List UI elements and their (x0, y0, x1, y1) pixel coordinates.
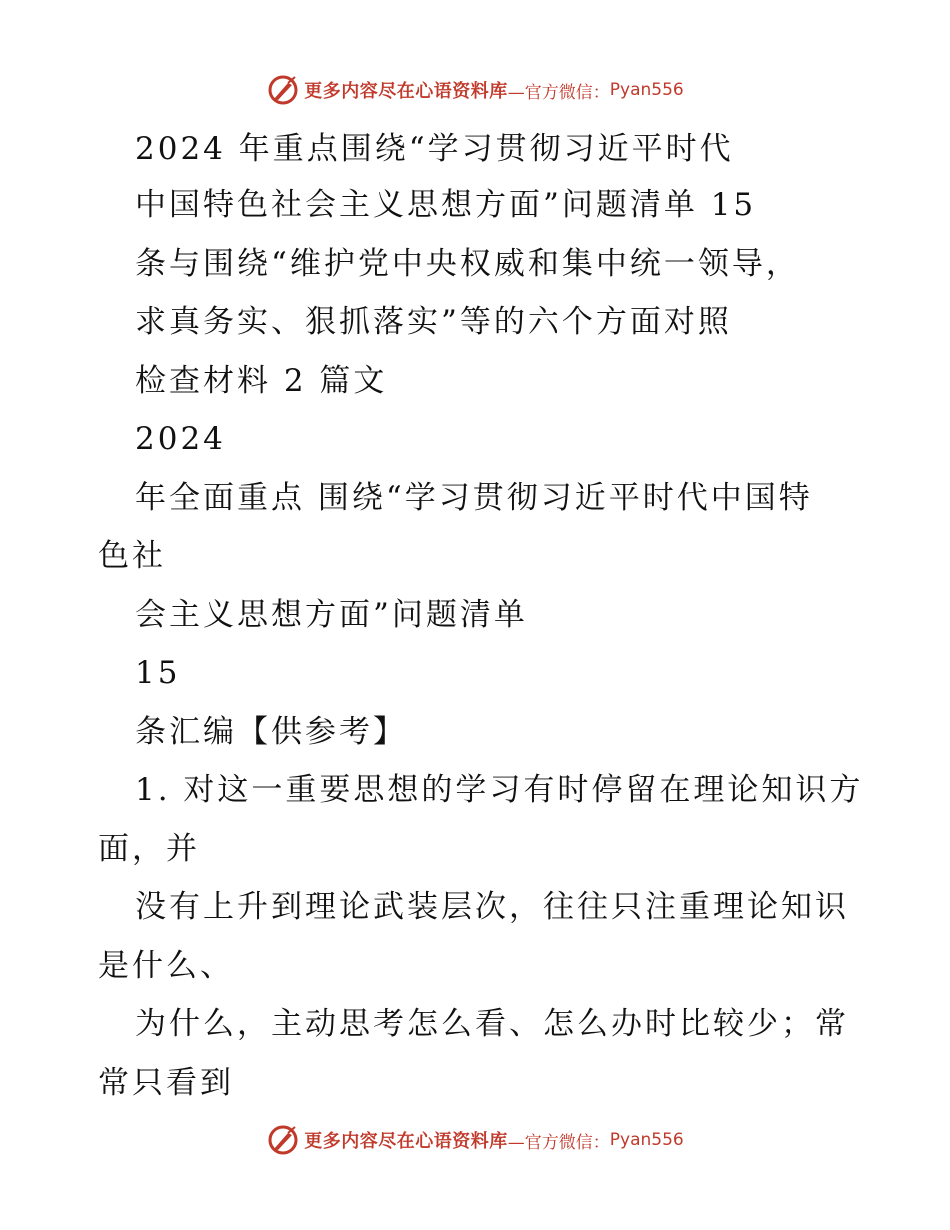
header-banner (0, 70, 950, 110)
banner-wechat: Pyan556 (609, 1130, 684, 1150)
banner-dash: —官方微信： (507, 82, 610, 103)
text-line: 2024 年重点围绕“学习贯彻习近平时代 (135, 131, 734, 167)
text-line: 面，并 (98, 831, 200, 867)
text-line: 是什么、 (98, 948, 234, 984)
text-line: 会主义思想方面”问题清单 (135, 597, 528, 633)
text-line: 15 (135, 655, 181, 691)
text-line: 条汇编【供参考】 (135, 714, 407, 750)
text-line: 没有上升到理论武装层次，往往只注重理论知识 (135, 889, 849, 925)
text-line: 2024 (135, 421, 226, 457)
banner-title: 更多内容尽在心语资料库 (304, 1131, 508, 1152)
banner-dash: —官方微信： (507, 1132, 610, 1153)
text-line: 色社 (98, 538, 166, 574)
text-line: 条与围绕“维护党中央权威和集中统一领导， (135, 246, 800, 282)
text-line: 检查材料 2 篇文 (135, 363, 388, 399)
text-line: 常只看到 (98, 1065, 234, 1101)
text-line: 年全面重点 围绕“学习贯彻习近平时代中国特 (135, 480, 813, 516)
text-line: 为什么，主动思考怎么看、怎么办时比较少；常 (135, 1006, 849, 1042)
text-line: 求真务实、狠抓落实”等的六个方面对照 (135, 304, 732, 340)
banner-wechat: Pyan556 (609, 80, 684, 100)
quill-logo-icon (266, 73, 300, 107)
text-line: 中国特色社会主义思想方面”问题清单 15 (135, 187, 757, 223)
quill-logo-icon (266, 1123, 300, 1157)
text-line: 1. 对这一重要思想的学习有时停留在理论知识方 (135, 772, 864, 808)
banner-title: 更多内容尽在心语资料库 (304, 81, 508, 102)
footer-banner (0, 1120, 950, 1160)
